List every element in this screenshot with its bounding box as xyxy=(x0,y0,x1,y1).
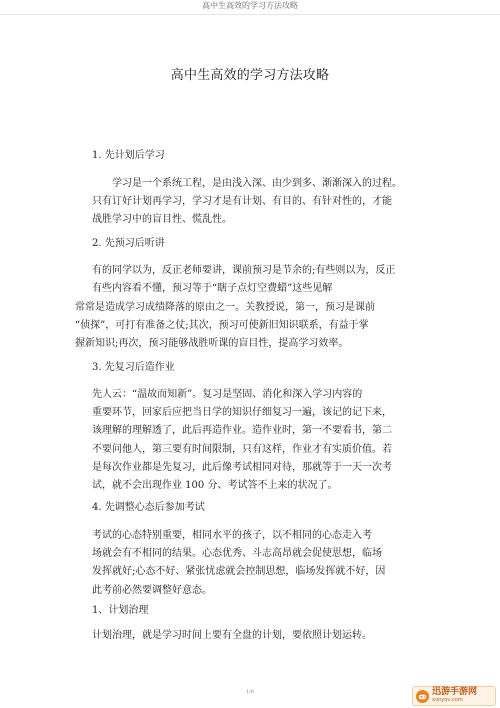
text-line: 学习是一个系统工程，是由浅入深、由少到多、渐渐深入的过程。 xyxy=(112,178,402,189)
text-line: “侦探”，可打有准备之仗;其次，预习可使新旧知识联系，有益于掌 xyxy=(75,320,369,332)
text-line: 场就会有不相同的结果。心态优秀、斗志高昂就会促使思想，临场 xyxy=(92,548,382,560)
text-line: 试，就不会出现作业 100 分、考试答不上来的状况了。 xyxy=(92,480,338,492)
section-paragraph xyxy=(92,627,372,645)
text-line: 是每次作业都是先复习，此后像考试相同对待，那就等于一天一次考 xyxy=(92,461,392,473)
page-header xyxy=(0,0,500,15)
text-line: 计划治理，就是学习时间上要有全盘的计划，要依照计划运转。 xyxy=(92,630,372,641)
section-heading-preview: 2. 先预习后听讲 xyxy=(92,238,165,249)
section-heading-plan-management: 1、计划治理 xyxy=(92,605,149,616)
section-heading-review: 3. 先复习后造作业 xyxy=(92,362,175,373)
text-line: 先人云：“温故而知新”。复习是坚固、消化和深入学习内容的 xyxy=(92,389,363,400)
text-line: 不要问他人，第三要有时间限制，只有这样，作业才有实质价值。若 xyxy=(92,443,392,455)
site-watermark[interactable] xyxy=(412,686,496,706)
text-line: 重要环节，回家后应把当日学的知识仔细复习一遍，该记的记下来， xyxy=(92,407,392,419)
page-number: 1/8 xyxy=(245,689,255,695)
text-line: 发挥就好;心态不好、紧张忧虑就会控制思想，临场发挥就不好，因 xyxy=(92,566,386,578)
section-paragraph xyxy=(92,527,385,600)
text-line: 有些内容看不懂，预习等于“瞎子点灯空费蜡”这些见解 xyxy=(92,283,333,295)
text-line: 只有订好计划再学习，学习才是有计划、有目的、有针对性的，才能 xyxy=(92,196,392,208)
text-line: 此考前必然要调整好意态。 xyxy=(92,584,212,596)
joystick-icon xyxy=(416,690,429,703)
section-paragraph xyxy=(75,299,375,354)
section-paragraph xyxy=(92,262,395,298)
section-paragraph xyxy=(92,386,392,495)
text-line: 考试的心态特别重要，相同水平的孩子，以不相同的心态走入考 xyxy=(92,530,372,541)
text-line: 常常是造成学习成绩降落的原由之一。关教授说，第一，预习是课前 xyxy=(75,302,375,313)
text-line: 该理解的理解透了，此后再造作业。造作业时，第一不要看书，第二 xyxy=(92,425,392,437)
text-line: 握新知识;再次，预习能够战胜听课的盲目性，提高学习效率。 xyxy=(75,338,349,350)
text-line: 战胜学习中的盲目性、慌乱性。 xyxy=(92,214,232,226)
text-line: 有的同学以为，反正老师要讲，课前预习是节余的;有些则以为，反正 xyxy=(92,265,396,276)
header-title: 高中生高效的学习方法攻略 xyxy=(202,1,298,10)
section-paragraph xyxy=(92,175,402,230)
document-title: 高中生高效的学习方法攻略 xyxy=(170,68,330,83)
section-heading-mindset: 4. 先调整心态后参加考试 xyxy=(92,502,205,513)
watermark-url: xunyou.com xyxy=(432,697,463,703)
watermark-brand: 迅游手游网 xyxy=(432,687,478,697)
section-heading-plan: 1. 先计划后学习 xyxy=(92,150,165,161)
